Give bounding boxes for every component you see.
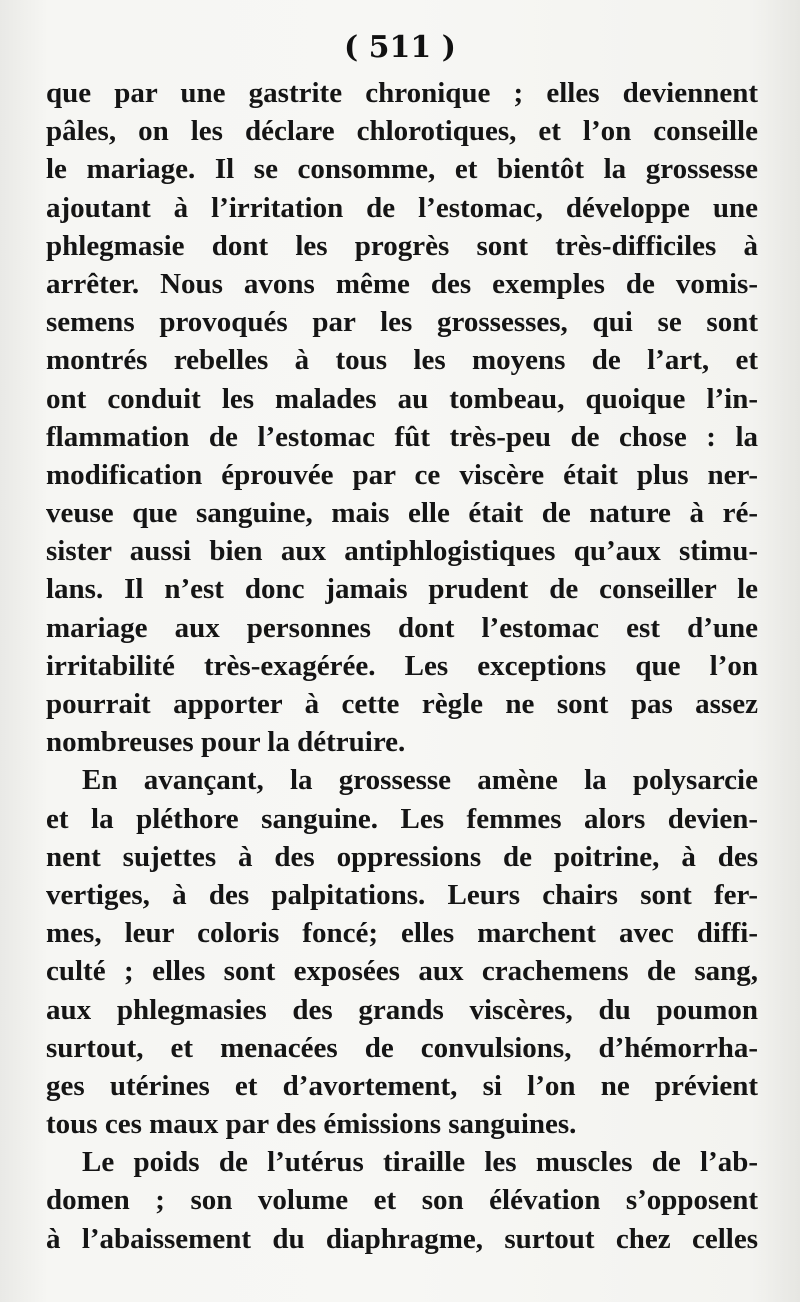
text-line: vertiges, à des palpitations. Leurs chairs sont fer- — [46, 878, 758, 911]
text-line: modification éprouvée par ce viscère était plus ner- — [46, 458, 758, 491]
text-line: surtout, et menacées de convulsions, d’hémorrha- — [46, 1031, 758, 1064]
text-line: montrés rebelles à tous les moyens de l’art, et — [46, 344, 758, 377]
text-line: tous ces maux par des émissions sanguines. — [46, 1108, 577, 1141]
paragraph-3 — [46, 1143, 758, 1258]
text-line: pâles, on les déclare chlorotiques, et l’on conseille — [46, 115, 758, 148]
text-line: ges utérines et d’avortement, si l’on ne prévient — [46, 1069, 758, 1102]
text-line: veuse que sanguine, mais elle était de nature à ré- — [46, 497, 758, 530]
text-line: phlegmasie dont les progrès sont très-difficiles à — [46, 229, 758, 262]
paragraph-2 — [46, 761, 758, 1143]
text-line: irritabilité très-exagérée. Les exceptions que l’on — [46, 649, 758, 682]
text-line: flammation de l’estomac fût très-peu de chose : la — [46, 420, 758, 453]
paragraph-1 — [46, 74, 758, 761]
page-number: ( 511 ) — [344, 30, 456, 65]
text-line: pourrait apporter à cette règle ne sont pas assez — [46, 688, 758, 720]
text-line: et la pléthore sanguine. Les femmes alors devien- — [46, 802, 758, 835]
text-line: mariage aux personnes dont l’estomac est d’une — [46, 611, 758, 644]
text-line: nombreuses pour la détruire. — [46, 726, 406, 759]
text-line: domen ; son volume et son élévation s’opposent — [46, 1184, 758, 1217]
text-line: culté ; elles sont exposées aux crachemens de sang, — [46, 955, 758, 988]
text-line: nent sujettes à des oppressions de poitrine, à des — [46, 840, 758, 873]
text-line: que par une gastrite chronique ; elles deviennent — [46, 77, 758, 109]
text-line: mes, leur coloris foncé; elles marchent avec diffi- — [46, 917, 758, 950]
text-line: le mariage. Il se consomme, et bientôt la grossesse — [46, 153, 758, 186]
text-line: à l’abaissement du diaphragme, surtout chez celles — [46, 1222, 758, 1255]
text-line: semens provoqués par les grossesses, qui se sont — [46, 306, 758, 339]
text-line: lans. Il n’est donc jamais prudent de conseiller le — [46, 573, 758, 606]
text-line: En avançant, la grossesse amène la polysarcie — [82, 764, 758, 797]
text-line: sister aussi bien aux antiphlogistiques qu’aux stimu- — [46, 535, 758, 568]
body-text — [46, 74, 758, 1258]
text-line: ont conduit les malades au tombeau, quoique l’in- — [46, 382, 758, 415]
text-line: aux phlegmasies des grands viscères, du poumon — [46, 993, 758, 1026]
text-line: arrêter. Nous avons même des exemples de vomis- — [46, 267, 758, 300]
text-line: Le poids de l’utérus tiraille les muscles de l’ab- — [82, 1146, 758, 1179]
text-line: ajoutant à l’irritation de l’estomac, développe une — [46, 191, 758, 224]
